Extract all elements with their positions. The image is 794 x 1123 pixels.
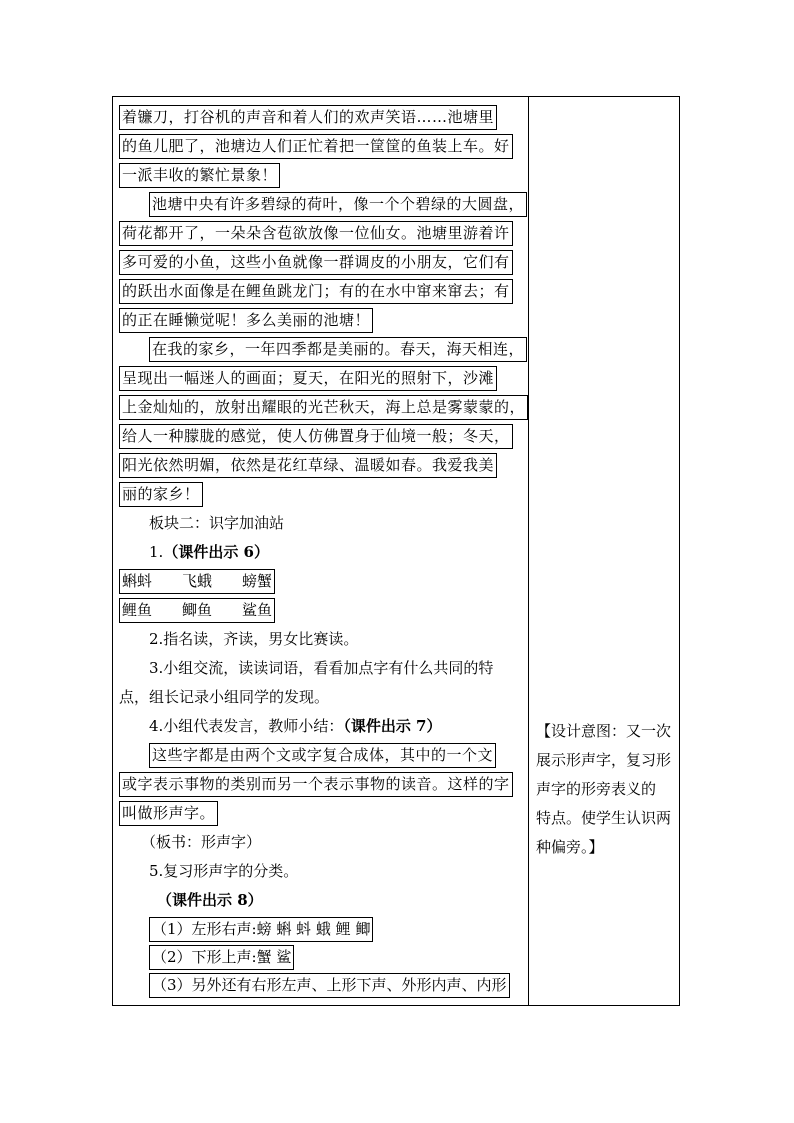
classification-3: （3）另外还有右形左声、上形下声、外形内声、内形 — [149, 973, 510, 998]
definition-line: 或字表示事物的类别而另一个表示事物的读音。这样的字 — [119, 772, 513, 797]
passage3-line: 上金灿灿的，放射出耀眼的光芒秋天，海上总是雾蒙蒙的， — [119, 395, 528, 420]
design-intent-line: 种偏旁。】 — [536, 838, 604, 856]
design-intent-column — [536, 717, 676, 862]
design-intent-line: 展示形声字，复习形 — [536, 751, 672, 769]
design-intent-line: 特点。使学生认识两 — [536, 809, 672, 827]
design-intent-line: 声字的形旁表义的 — [536, 780, 657, 798]
section2-title: 板块二：识字加油站 — [149, 514, 285, 532]
step5-courseware-label: （课件出示 8） — [157, 891, 263, 909]
step1-courseware-label: （课件出示 6） — [163, 543, 269, 561]
word-group-2: 鲤鱼 鲫鱼 鲨鱼 — [119, 598, 275, 623]
passage3-line: 阳光依然明媚，依然是花红草绿、温暖如春。我爱我美 — [119, 453, 497, 478]
step2: 2.指名读，齐读，男女比赛读。 — [149, 630, 359, 648]
passage3-line: 丽的家乡！ — [119, 482, 203, 507]
word-group-1: 蝌蚪 飞蛾 螃蟹 — [119, 569, 275, 594]
step1-number: 1. — [149, 543, 164, 561]
passage3-line: 呈现出一幅迷人的画面；夏天，在阳光的照射下，沙滩 — [119, 366, 497, 391]
passage2-line: 池塘中央有许多碧绿的荷叶，像一个个碧绿的大圆盘， — [149, 192, 527, 217]
passage3-line: 给人一种朦胧的感觉，使人仿佛置身于仙境一般；冬天， — [119, 424, 513, 449]
step4-text: 4.小组代表发言，教师小结： — [149, 717, 344, 735]
passage2-line: 多可爱的小鱼，这些小鱼就像一群调皮的小朋友，它们有 — [119, 250, 513, 275]
lesson-table — [112, 96, 680, 1006]
passage3-line: 在我的家乡，一年四季都是美丽的。春天，海天相连， — [149, 337, 527, 362]
passage1-line: 一派丰收的繁忙景象！ — [119, 163, 280, 188]
passage2-line: 荷花都开了，一朵朵含苞欲放像一位仙女。池塘里游着许 — [119, 221, 513, 246]
step4-courseware-label: （课件出示 7） — [343, 717, 442, 735]
design-intent-line: 【设计意图：又一次 — [536, 722, 672, 740]
step5: 5.复习形声字的分类。 — [149, 862, 299, 880]
step3-line: 点，组长记录小组同学的发现。 — [119, 688, 330, 706]
board-note: （板书：形声字） — [141, 833, 262, 851]
step1 — [119, 538, 523, 567]
step4 — [119, 712, 523, 741]
classification-2: （2）下形上声:蟹 鲨 — [149, 945, 294, 970]
passage1-line: 的鱼儿肥了，池塘边人们正忙着把一筐筐的鱼装上车。好 — [119, 134, 513, 159]
passage2-line: 的正在睡懒觉呢！多么美丽的池塘！ — [119, 308, 373, 333]
definition-line: 这些字都是由两个文或字复合成体，其中的一个文 — [149, 743, 496, 768]
teaching-process-column — [119, 103, 526, 999]
column-divider — [528, 97, 529, 1005]
classification-1: （1）左形右声:螃 蝌 蚪 蛾 鲤 鲫 — [149, 917, 373, 942]
passage2-line: 的跃出水面像是在鲤鱼跳龙门；有的在水中窜来窜去；有 — [119, 279, 513, 304]
passage1-line: 着镰刀，打谷机的声音和着人们的欢声笑语……池塘里 — [119, 105, 497, 130]
step3-line: 3.小组交流，读读词语，看看加点字有什么共同的特 — [149, 659, 494, 677]
definition-line: 叫做形声字。 — [119, 801, 218, 826]
